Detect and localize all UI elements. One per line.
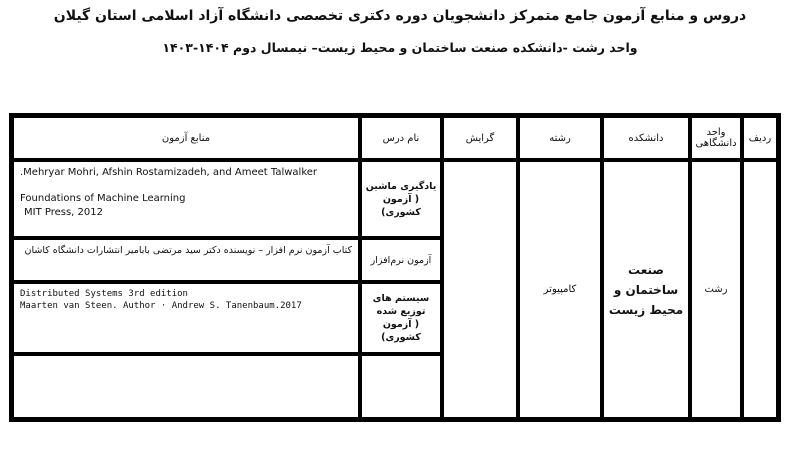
header-manabe: منابع آزمون — [13, 117, 359, 159]
dars-name: سیستم های توزیع شده — [372, 293, 430, 317]
dars-note: ( آزمون کشوری) — [381, 193, 421, 218]
document-subtitle: واحد رشت -دانشکده صنعت ساختمان و محیط زیست– نیمسال دوم ۱۴۰۴-۱۴۰۳ — [162, 40, 638, 55]
table-row — [13, 161, 777, 237]
dars-note: ( آزمون کشوری) — [381, 319, 421, 343]
header-dars: نام درس — [361, 117, 441, 159]
header-reshteh: رشته — [519, 117, 601, 159]
cell-dars-2 — [361, 239, 441, 281]
source-publisher: MIT Press, 2012 — [24, 207, 103, 218]
source-authors: Maarten van Steen. Author · Andrew S. Tanenbaum.2017 — [20, 301, 302, 311]
cell-vahed: رشت — [691, 161, 741, 418]
cell-dars-empty — [361, 355, 441, 418]
cell-radif — [743, 161, 777, 418]
header-daneshkadeh: دانشکده — [603, 117, 689, 159]
course-table-frame — [9, 113, 781, 422]
header-radif: ردیف — [743, 117, 777, 159]
table-header-row — [13, 117, 777, 159]
document-title: دروس و منابع آزمون جامع متمرکز دانشجویان دوره دکتری تخصصی دانشگاه آزاد اسلامی استان گیلان — [53, 8, 747, 24]
cell-dars-1 — [361, 161, 441, 237]
cell-gerayesh — [443, 161, 517, 418]
source-authors: .Mehryar Mohri, Afshin Rostamizadeh, and Ameet Talwalker — [20, 167, 318, 178]
cell-source-3 — [13, 283, 359, 353]
header-vahed: واحد دانشگاهی — [691, 117, 741, 159]
source-book-title: Distributed Systems 3rd edition — [20, 289, 188, 299]
course-table — [11, 115, 779, 420]
cell-reshteh: کامپیوتر — [519, 161, 601, 418]
cell-source-2 — [13, 239, 359, 281]
cell-source-1 — [13, 161, 359, 237]
source-book-title: Foundations of Machine Learning — [20, 193, 186, 204]
dars-name: یادگیری ماشین — [365, 180, 437, 192]
header-gerayesh: گرایش — [443, 117, 517, 159]
cell-source-empty — [13, 355, 359, 418]
cell-daneshkadeh: صنعت ساختمان و محیط زیست — [603, 161, 689, 418]
source-book: کتاب آزمون نرم افزار – نویسنده دکتر سید مرتضی بابامیر انتشارات دانشگاه کاشان — [24, 245, 352, 256]
dars-name: آزمون نرم‌افزار — [370, 254, 432, 266]
cell-dars-3 — [361, 283, 441, 353]
